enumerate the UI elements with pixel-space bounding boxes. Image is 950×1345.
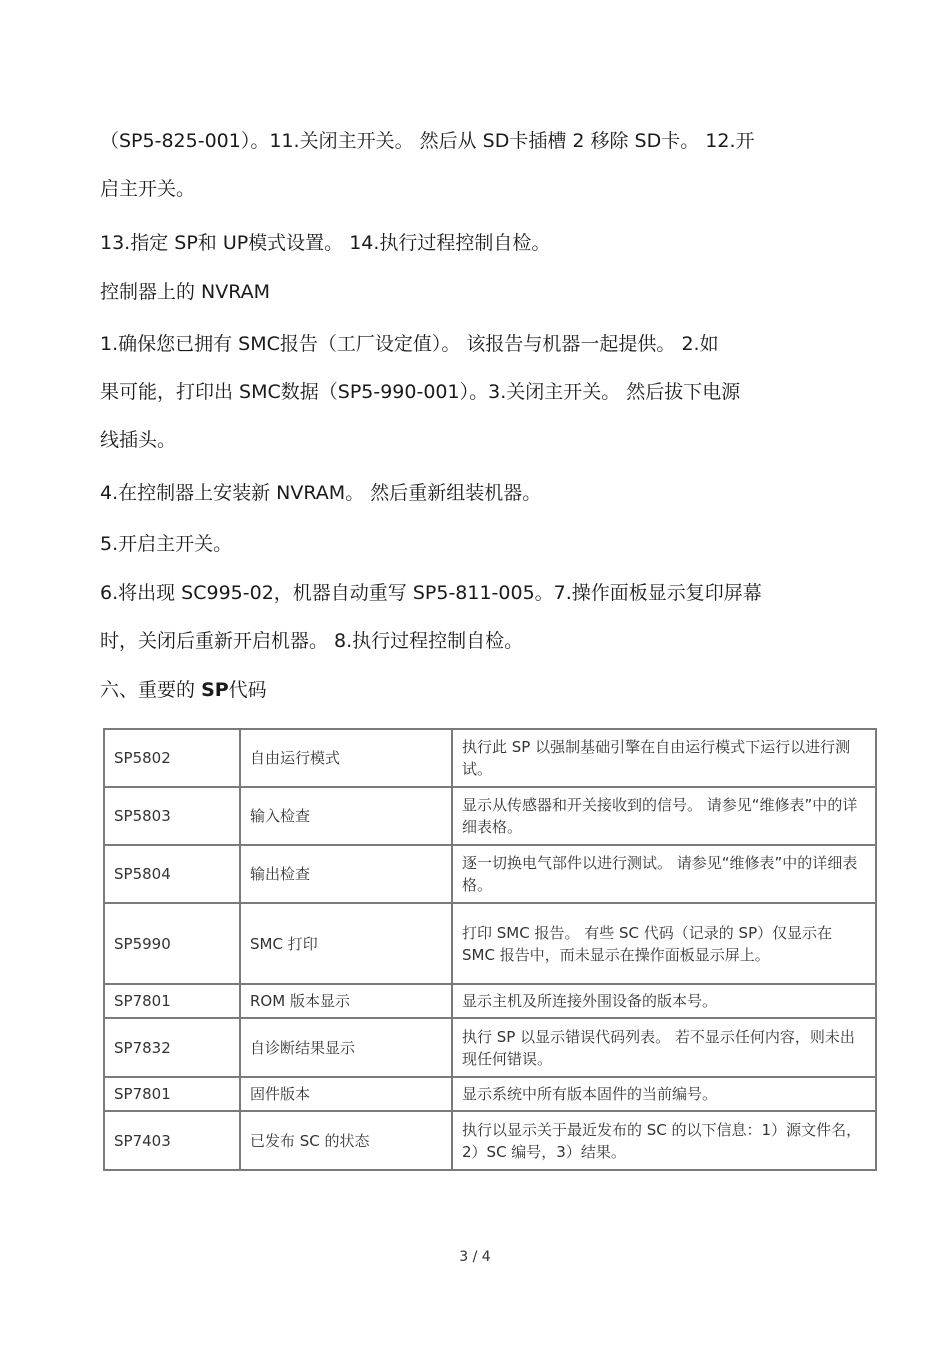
section-heading-prefix: 六、重要的 bbox=[100, 679, 196, 701]
sp-desc-cell: 逐一切换电气部件以进行测试。 请参见“维修表”中的详细表格。 bbox=[452, 845, 876, 903]
sp-code-cell: SP7801 bbox=[104, 984, 240, 1018]
sp-code-cell: SP7403 bbox=[104, 1111, 240, 1170]
section-heading-important-sp-codes bbox=[100, 666, 820, 714]
section-heading-bold: SP bbox=[201, 679, 229, 701]
sp-code-cell: SP5990 bbox=[104, 903, 240, 984]
text-line: 1.确保您已拥有 SMC报告（工厂设定值）。 该报告与机器一起提供。 2.如 bbox=[100, 333, 719, 355]
paragraph-sc995-steps bbox=[100, 569, 820, 665]
table-row bbox=[104, 984, 876, 1018]
paragraph-power-on: 5.开启主开关。 bbox=[100, 533, 233, 555]
page-number: 3 / 4 bbox=[459, 1249, 491, 1265]
sp-name-cell: 固件版本 bbox=[240, 1077, 452, 1111]
paragraph-nvram-heading: 控制器上的 NVRAM bbox=[100, 281, 271, 303]
sp-name-cell: 已发布 SC 的状态 bbox=[240, 1111, 452, 1170]
sp-desc-cell: 显示主机及所连接外围设备的版本号。 bbox=[452, 984, 876, 1018]
paragraph-smc-report-steps bbox=[100, 320, 820, 464]
table-row bbox=[104, 1077, 876, 1111]
sp-desc-cell: 打印 SMC 报告。 有些 SC 代码（记录的 SP）仅显示在 SMC 报告中，而未显示在操作面板显示屏上。 bbox=[452, 903, 876, 984]
sp-code-cell: SP7801 bbox=[104, 1077, 240, 1111]
sp-desc-cell: 显示系统中所有版本固件的当前编号。 bbox=[452, 1077, 876, 1111]
sp-name-cell: SMC 打印 bbox=[240, 903, 452, 984]
table-row bbox=[104, 1018, 876, 1077]
sp-code-cell: SP5802 bbox=[104, 729, 240, 787]
sp-code-cell: SP5804 bbox=[104, 845, 240, 903]
sp-name-cell: 自由运行模式 bbox=[240, 729, 452, 787]
paragraph-install-nvram: 4.在控制器上安装新 NVRAM。 然后重新组装机器。 bbox=[100, 482, 542, 504]
sp-codes-table bbox=[103, 728, 877, 1171]
paragraph-sp-up-mode: 13.指定 SP和 UP模式设置。 14.执行过程控制自检。 bbox=[100, 232, 551, 254]
text-line: 6.将出现 SC995-02，机器自动重写 SP5-811-005。7.操作面板显示复印屏幕 bbox=[100, 582, 762, 604]
table-row bbox=[104, 729, 876, 787]
sp-name-cell: ROM 版本显示 bbox=[240, 984, 452, 1018]
table-row bbox=[104, 903, 876, 984]
text-line: 启主开关。 bbox=[100, 178, 196, 200]
sp-desc-cell: 执行 SP 以显示错误代码列表。 若不显示任何内容，则未出现任何错误。 bbox=[452, 1018, 876, 1077]
text-line: （SP5-825-001）。11.关闭主开关。 然后从 SD卡插槽 2 移除 SD卡。 12.开 bbox=[100, 130, 755, 152]
table-row bbox=[104, 1111, 876, 1170]
text-line: 时，关闭后重新开启机器。 8.执行过程控制自检。 bbox=[100, 630, 524, 652]
text-line: 果可能，打印出 SMC数据（SP5-990-001）。3.关闭主开关。 然后拔下电源 bbox=[100, 381, 741, 403]
text-line: 线插头。 bbox=[100, 429, 177, 451]
sp-desc-cell: 显示从传感器和开关接收到的信号。 请参见“维修表”中的详细表格。 bbox=[452, 787, 876, 845]
table-row bbox=[104, 787, 876, 845]
section-heading-suffix: 代码 bbox=[228, 679, 267, 701]
sp-name-cell: 输出检查 bbox=[240, 845, 452, 903]
sp-desc-cell: 执行以显示关于最近发布的 SC 的以下信息：1）源文件名，2）SC 编号，3）结果。 bbox=[452, 1111, 876, 1170]
paragraph-sd-card-steps bbox=[100, 117, 820, 213]
sp-desc-cell: 执行此 SP 以强制基础引擎在自由运行模式下运行以进行测试。 bbox=[452, 729, 876, 787]
table-row bbox=[104, 845, 876, 903]
sp-name-cell: 输入检查 bbox=[240, 787, 452, 845]
sp-code-cell: SP5803 bbox=[104, 787, 240, 845]
sp-code-cell: SP7832 bbox=[104, 1018, 240, 1077]
sp-name-cell: 自诊断结果显示 bbox=[240, 1018, 452, 1077]
